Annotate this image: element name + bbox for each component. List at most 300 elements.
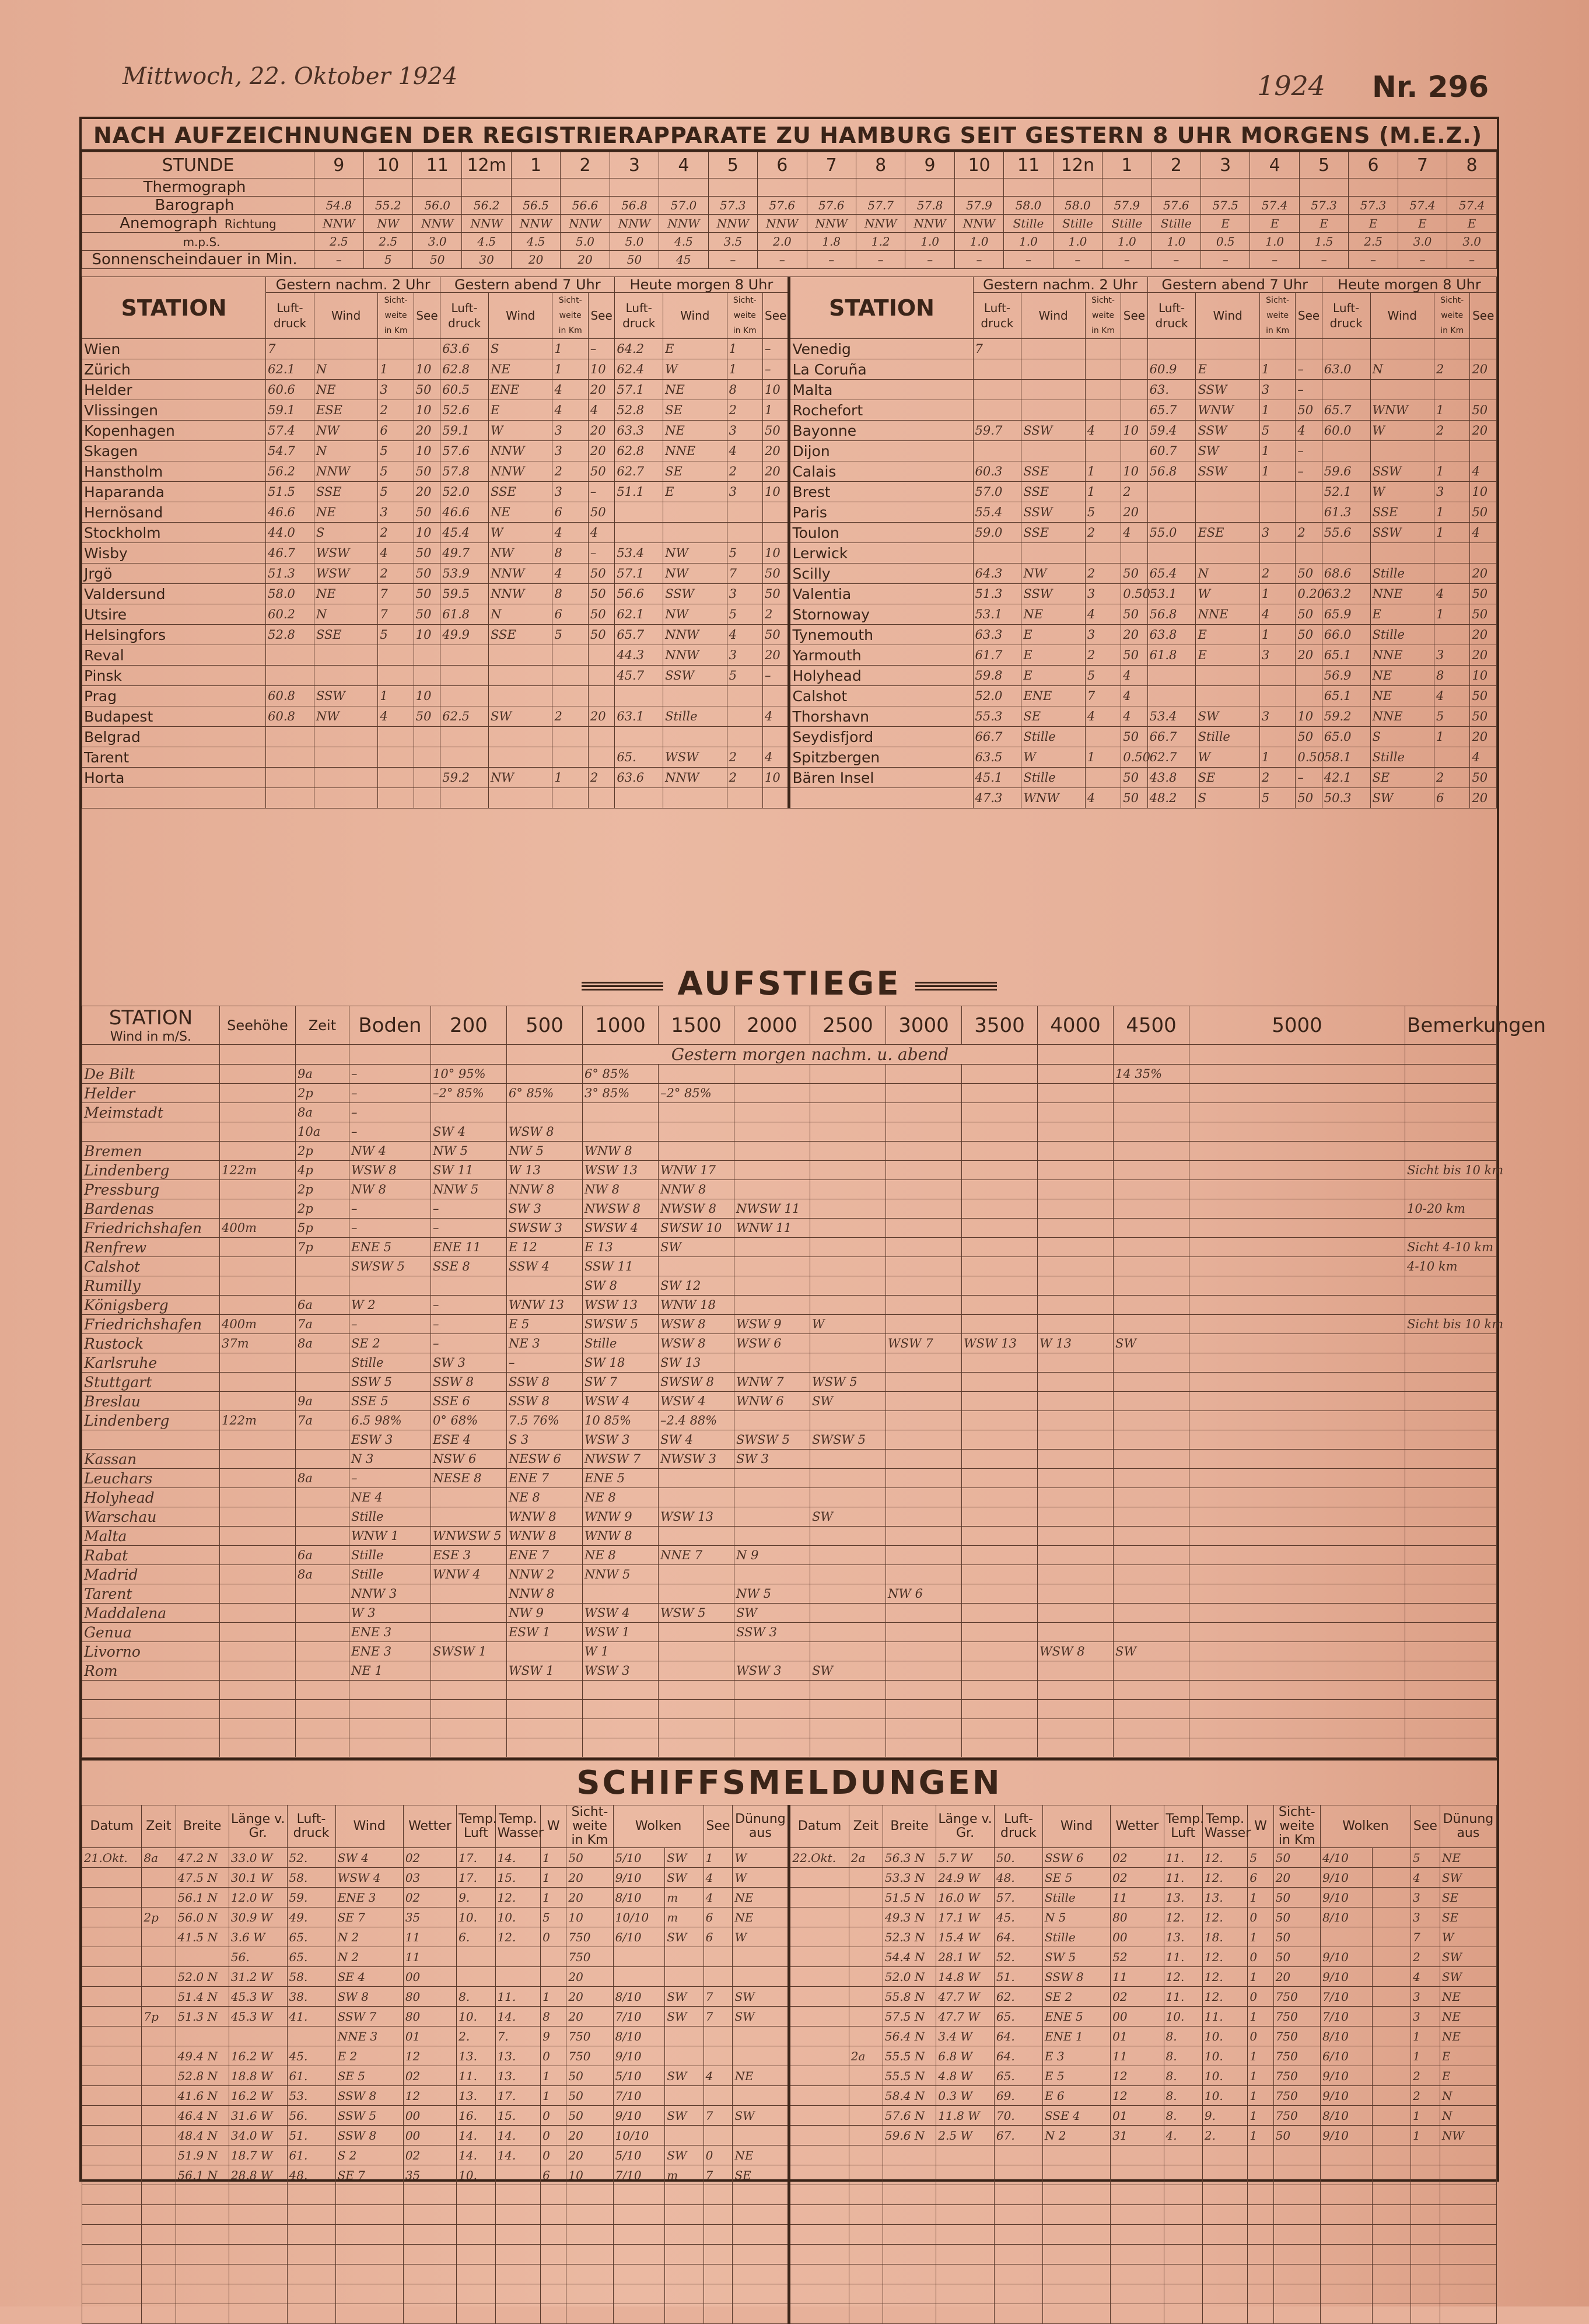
aufstiege-value [962,1353,1038,1373]
aufstiege-value [1405,1565,1497,1584]
station-value: WSW [314,543,377,564]
station-value: 3 [1434,482,1470,502]
station-value: 6 [1434,788,1470,808]
station-value: 59.7 [973,421,1021,441]
ship-value [883,2245,936,2264]
group-gestern-abend: Gestern abend 7 Uhr [440,277,615,293]
aufstiege-value [220,1122,296,1142]
station-value [1196,502,1259,523]
station-value: 56.8 [1147,604,1196,625]
ship-value [457,2225,495,2245]
aufstiege-value: –2.4 88% [659,1411,734,1430]
ship-value: 28.1 W [936,1947,995,1967]
ship-value [994,2165,1042,2185]
aufstiege-value: NW 8 [583,1180,659,1199]
station-value: – [1296,441,1322,461]
ship-value: 1 [1411,2027,1440,2046]
ship-value [229,2205,287,2225]
station-row [82,461,1497,482]
ship-value [495,2304,541,2324]
aufstiege-station: Warschau [82,1507,220,1527]
ship-value [1042,2205,1110,2225]
aufstiege-value [659,1469,734,1488]
aufstiege-value [886,1642,962,1661]
aufstiege-value: Stille [349,1546,431,1565]
ship-value [994,2205,1042,2225]
aufstiege-value [1189,1623,1405,1642]
aufstiege-value [810,1584,886,1604]
station-name: Wien [82,339,266,359]
station-value: 20 [414,482,440,502]
station-value [1434,564,1470,584]
ship-value [704,2264,733,2284]
ship-value: 750 [566,2046,613,2066]
ship-value: 52. [287,1848,335,1868]
aufstiege-value: WNW 4 [431,1565,507,1584]
ship-value: 20 [566,2007,613,2027]
station-value [1147,482,1196,502]
station-value: 1 [1434,604,1470,625]
ship-col-header: See [1411,1805,1440,1848]
aufstiege-empty-row [82,1681,1497,1700]
aufstiege-station: Pressburg [82,1180,220,1199]
station-value: 3 [1259,706,1295,727]
ship-value [936,2264,995,2284]
station-name: Zürich [82,359,266,380]
ship-value [82,2284,142,2304]
ship-value: NE [1440,1987,1496,2007]
ship-value: 57. [994,1888,1042,1908]
registrier-value: 57.6 [807,197,856,215]
station-value: 4 [727,441,762,461]
aufstiege-row [82,1469,1497,1488]
aufstiege-value [886,1661,962,1681]
aufstiege-value [1038,1469,1114,1488]
station-value [1121,543,1147,564]
aufstiege-value: WNWSW 5 [431,1527,507,1546]
station-value: 51.3 [973,584,1021,604]
aufstiege-value: NNW 8 [659,1180,734,1199]
ship-value [733,2245,789,2264]
station-name: Calais [789,461,973,482]
empty-cell [507,1738,583,1758]
ship-value [1111,2225,1164,2245]
ship-value [849,2027,883,2046]
station-value: NW [489,768,552,788]
registrier-value: 57.8 [905,197,954,215]
ship-value: 6 [704,1927,733,1947]
aufstiege-station: Leuchars [82,1469,220,1488]
aufstiege-value: 8a [296,1565,349,1584]
empty-cell [82,1719,220,1738]
ship-value: 5.7 W [936,1848,995,1868]
station-value [1296,482,1322,502]
ship-value [1248,2304,1273,2324]
aufstiege-value: WNW 11 [734,1219,810,1238]
aufstiege-station: Genua [82,1623,220,1642]
aufstiege-value [734,1507,810,1527]
aufstiege-value [1189,1142,1405,1161]
registrier-value: 1.5 [1299,233,1348,251]
ship-value: 8. [1164,2046,1202,2066]
station-value [1196,666,1259,686]
sub-header-see: See [414,293,440,339]
ship-value: 750 [1273,2046,1320,2066]
aufstiege-value: WSW 3 [583,1430,659,1450]
ship-value [1248,2225,1273,2245]
registrier-value: E [1349,215,1398,233]
ship-value: 1 [1248,2046,1273,2066]
station-value: 49.7 [440,543,489,564]
ship-value [335,2245,403,2264]
aufstiege-value [886,1161,962,1180]
ship-value [1411,2304,1440,2324]
registrier-value [856,178,905,197]
aufstiege-value: –2° 85% [431,1084,507,1103]
station-value: 10 [763,768,789,788]
station-value: 10 [414,686,440,706]
aufstiege-value: WSW 1 [583,1623,659,1642]
ship-value [849,2185,883,2205]
aufstiege-value [962,1623,1038,1642]
ship-value: 17. [457,1848,495,1868]
station-value: NW [489,543,552,564]
registrier-value [807,178,856,197]
ship-value [704,2086,733,2106]
ship-value: 0.3 W [936,2086,995,2106]
ship-value: 50 [1273,1927,1320,1947]
aufstiege-value: Stille [349,1565,431,1584]
station-value: 64.2 [615,339,663,359]
ship-value: 5/10 [613,1848,665,1868]
ship-value: 17. [457,1868,495,1888]
aufstiege-value: – [349,1122,431,1142]
ship-value [82,2225,142,2245]
empty-cell [1038,1700,1114,1719]
ship-row [82,2146,1497,2165]
group-gestern-abend-right: Gestern abend 7 Uhr [1147,277,1322,293]
station-name: Helsingfors [82,625,266,645]
aufstiege-value: ESE 4 [431,1430,507,1450]
wind-unit-label: Wind in m/S. [110,1030,192,1044]
ship-value [566,2284,613,2304]
station-value [1296,543,1322,564]
aufstiege-row [82,1161,1497,1180]
ship-col-header: Sicht-weite in Km [566,1805,613,1848]
station-value [1322,380,1370,400]
station-value [314,645,377,666]
aufstiege-table [82,1006,1546,1758]
aufstiege-value [734,1411,810,1430]
aufstiege-row [82,1373,1497,1392]
ship-value: N 2 [335,1947,403,1967]
ship-value: 10. [457,2165,495,2185]
registrier-value [954,178,1003,197]
ship-value: N 5 [1042,1908,1110,1927]
aufstiege-value [962,1661,1038,1681]
station-value: 4 [1085,706,1121,727]
ship-value: SE 5 [335,2066,403,2086]
station-value [588,666,614,686]
registrier-value: 4.5 [462,233,511,251]
registrier-value [1250,178,1299,197]
station-value: 59.5 [440,584,489,604]
station-value [727,502,762,523]
aufstiege-value [659,1584,734,1604]
ship-value: ENE 5 [1042,2007,1110,2027]
ship-value: 52.0 N [883,1967,936,1987]
aufstiege-value [220,1527,296,1546]
ship-value [1202,2165,1248,2185]
ship-value: 0 [1248,1908,1273,1927]
station-value: 2 [1259,564,1295,584]
station-value [663,686,727,706]
ship-value [82,2066,142,2086]
registrier-row-label [82,233,314,251]
station-value: 58.1 [1322,747,1370,768]
station-value: SSE [1370,502,1434,523]
station-value: 60.8 [266,686,314,706]
empty-cell [349,1719,431,1738]
aufstiege-value [431,1604,507,1623]
ship-value: 2a [849,2046,883,2066]
ship-value: 5/10 [613,2146,665,2165]
station-value [552,727,588,747]
station-value: 8 [727,380,762,400]
aufstiege-value [810,1065,886,1084]
station-value: 44.0 [266,523,314,543]
ship-value: 48. [994,1868,1042,1888]
ship-value [665,2225,704,2245]
station-value: 63.1 [615,706,663,727]
station-value: 5 [727,666,762,686]
aufstiege-value [734,1296,810,1315]
ship-value [936,2165,995,2185]
station-value: 1 [1434,502,1470,523]
ship-value: 62. [994,1987,1042,2007]
aufstiege-value [810,1623,886,1642]
ship-value [733,2264,789,2284]
station-value: 6 [552,604,588,625]
aufstiege-value [1114,1142,1189,1161]
ship-value [733,2225,789,2245]
station-value [1085,768,1121,788]
ship-value [566,2225,613,2245]
ship-value: 00 [1111,1927,1164,1947]
aufstiege-value [962,1430,1038,1450]
station-value [414,339,440,359]
ship-value [1372,1987,1410,2007]
station-value [1434,747,1470,768]
ship-value [613,2225,665,2245]
ship-value: E [1440,2046,1496,2066]
station-value [1021,380,1085,400]
aufstiege-value [1114,1565,1189,1584]
station-value [1296,339,1322,359]
ship-value [665,2086,704,2106]
empty-cell [431,1045,507,1065]
aufstiege-station: Renfrew [82,1238,220,1257]
station-value: 56.2 [266,461,314,482]
registrier-value: – [1053,251,1102,269]
station-value: 7 [266,339,314,359]
station-value: 1 [1434,461,1470,482]
station-name: Prag [82,686,266,706]
ship-value: 31.2 W [229,1967,287,1987]
ship-value: 8/10 [613,1987,665,2007]
aufstiege-value [810,1546,886,1565]
registrier-value: 58.0 [1053,197,1102,215]
station-value: 7 [973,339,1021,359]
ship-value: 12. [1202,1967,1248,1987]
aufstiege-value [734,1084,810,1103]
station-value: SW [1370,788,1434,808]
ship-value [733,2304,789,2324]
ship-value [457,2304,495,2324]
station-value: Stille [1021,727,1085,747]
ship-value [142,1987,176,2007]
ship-value: 12.0 W [229,1888,287,1908]
ship-value: 58. [287,1967,335,1987]
aufstiege-value [734,1238,810,1257]
aufstiege-value [1038,1122,1114,1142]
ship-value: 57.5 N [883,2007,936,2027]
registrier-value: 56.0 [413,197,462,215]
ship-value [82,1908,142,1927]
ship-value: 56.1 N [176,1888,229,1908]
aufstiege-value: SSE 6 [431,1392,507,1411]
aufstiege-value [886,1276,962,1296]
ship-value: SW 5 [1042,1947,1110,1967]
ship-value: 1 [541,1987,566,2007]
aufstiege-value: SWSW 10 [659,1219,734,1238]
registrier-value: NNW [511,215,560,233]
station-value [1085,543,1121,564]
aufstiege-value: NW 6 [886,1584,962,1604]
aufstiege-value: WSW 13 [583,1161,659,1180]
ship-value [849,2146,883,2165]
aufstiege-value [1114,1180,1189,1199]
aufstiege-value [886,1142,962,1161]
station-value: 20 [1470,727,1497,747]
ship-row [82,2264,1497,2284]
ship-value [1440,2284,1496,2304]
ship-value: 11. [1164,1987,1202,2007]
empty-cell [220,1738,296,1758]
aufstiege-value [1038,1392,1114,1411]
aufstiege-value: WSW 8 [659,1334,734,1353]
hour-cell: 2 [1152,152,1200,178]
station-value: N [1196,564,1259,584]
station-value: 51.5 [266,482,314,502]
station-value: NNW [314,461,377,482]
ship-value: 7 [704,2165,733,2185]
aufstiege-row [82,1507,1497,1527]
registrier-value: 57.9 [954,197,1003,215]
ship-value: 12. [1202,1987,1248,2007]
station-value: E [1021,645,1085,666]
aufstiege-value [1114,1584,1189,1604]
ship-value: SW 4 [335,1848,403,1868]
aufstiege-value [810,1084,886,1103]
ship-value: 5 [1248,1848,1273,1868]
registrier-value: E [1299,215,1348,233]
station-value: 2 [1259,768,1295,788]
station-value [1296,666,1322,686]
station-value: 20 [763,441,789,461]
station-value: 58.0 [266,584,314,604]
ship-value: 750 [566,2027,613,2046]
station-value [1021,543,1085,564]
registrier-value: NNW [314,215,363,233]
station-value [378,747,414,768]
aufstiege-value: 10a [296,1122,349,1142]
station-value: W [1196,747,1259,768]
ship-value: 2. [1202,2126,1248,2146]
hour-cell: 3 [610,152,659,178]
aufstiege-value: WSW 4 [583,1392,659,1411]
ship-value [82,2185,142,2205]
aufstiege-value: WSW 8 [349,1161,431,1180]
aufstiege-row [82,1604,1497,1623]
ship-value: 15. [495,1868,541,1888]
aufstiege-value [1405,1430,1497,1450]
station-value: 50 [1121,788,1147,808]
ship-value [1273,2284,1320,2304]
ship-value: 52.0 N [176,1967,229,1987]
ship-value [936,2146,995,2165]
ship-value [883,2304,936,2324]
ship-value: 13. [1202,1888,1248,1908]
station-value [440,686,489,706]
aufstiege-row [82,1103,1497,1122]
station-value: 2 [1085,564,1121,584]
aufstiege-value [1189,1604,1405,1623]
station-value: 66.0 [1322,625,1370,645]
station-value: 61.8 [440,604,489,625]
ship-value: 9/10 [1320,1868,1372,1888]
ship-value: 9/10 [613,2106,665,2126]
station-value [1322,441,1370,461]
aufstiege-value [810,1122,886,1142]
ship-value: 50 [1273,1947,1320,1967]
ship-value: 7p [142,2007,176,2027]
aufstiege-value [886,1392,962,1411]
ship-value [849,1888,883,1908]
aufstiege-station: Rumilly [82,1276,220,1296]
aufstiege-value [220,1546,296,1565]
station-value [727,706,762,727]
empty-cell [82,1738,220,1758]
ship-value [849,2245,883,2264]
aufstiege-value [1405,1411,1497,1430]
aufstiege-value [1189,1276,1405,1296]
ship-value [1372,2205,1410,2225]
ship-value: 31 [1111,2126,1164,2146]
aufstiege-value: WSW 9 [734,1315,810,1334]
ship-value [789,2225,849,2245]
aufstiege-value [220,1469,296,1488]
aufstiege-value [1114,1546,1189,1565]
aufstiege-value: WSW 3 [734,1661,810,1681]
aufstiege-value [962,1527,1038,1546]
station-value [1470,380,1497,400]
station-value: W [489,421,552,441]
station-value [1370,441,1434,461]
sub-header-luftdruck: Luft-druck [973,293,1021,339]
station-value: 50 [1121,768,1147,788]
station-value [615,523,663,543]
